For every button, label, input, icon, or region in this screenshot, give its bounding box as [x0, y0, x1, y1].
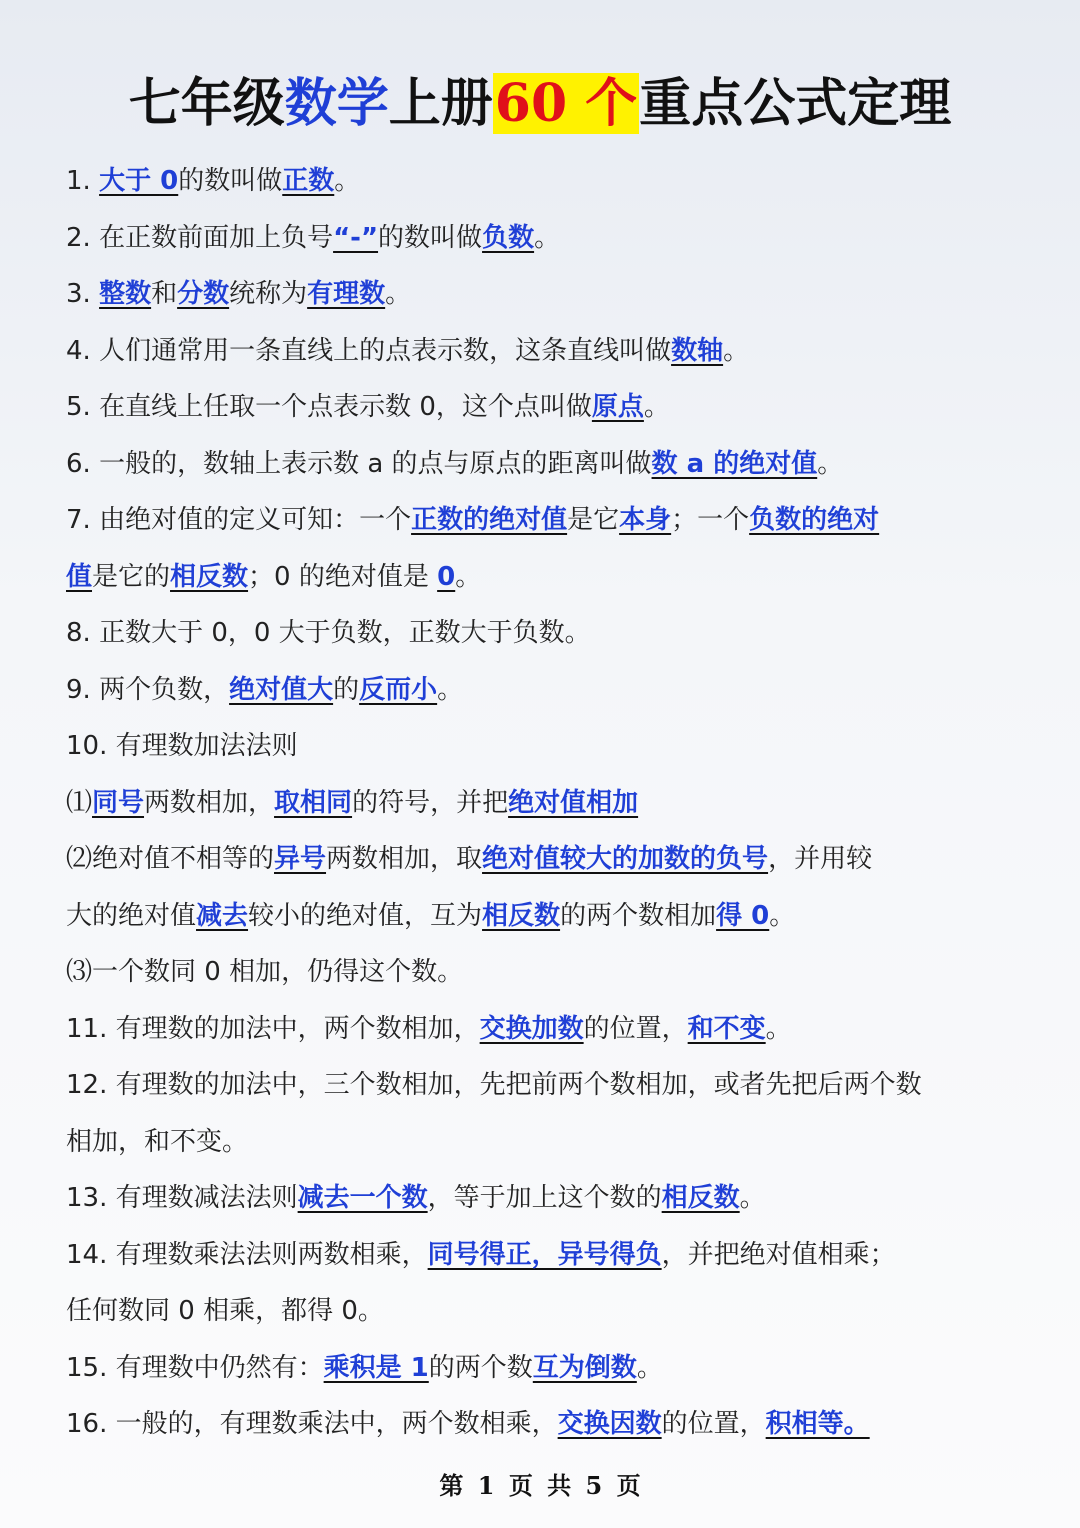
keyword: 数 a 的绝对值: [651, 448, 818, 479]
line-text: 相加，和不变。: [66, 1126, 249, 1157]
formula-line: [66, 775, 1016, 832]
formula-line: [66, 831, 1016, 888]
line-text: ⑵绝对值不相等的: [66, 844, 275, 874]
keyword: 交换加数: [479, 1013, 584, 1044]
keyword: 绝对值大: [229, 674, 334, 705]
line-text: 16. 一般的，有理数乘法中，两个数相乘，: [66, 1409, 558, 1439]
formula-line: [66, 1001, 1016, 1058]
line-text: 的两个数: [428, 1352, 533, 1383]
keyword: 相反数: [170, 561, 249, 592]
keyword: 减去: [196, 900, 249, 931]
keyword: 值: [66, 561, 93, 592]
line-text: 。: [739, 1183, 766, 1213]
line-text: 。: [817, 448, 844, 479]
line-text: 。: [723, 335, 750, 366]
line-text: 14. 有理数乘法法则两数相乘，: [66, 1239, 428, 1270]
title-part-subject: 数学: [284, 73, 389, 134]
formula-line: [66, 1114, 1016, 1171]
line-text: 较小的绝对值，互为: [248, 900, 483, 931]
line-text: 。: [643, 392, 670, 422]
formula-line: [66, 549, 1016, 606]
formula-line: [66, 1340, 1016, 1397]
keyword: 乘积是 1: [323, 1352, 429, 1383]
line-text: ；0 的绝对值是: [248, 561, 438, 592]
line-text: 9. 两个负数，: [66, 674, 230, 705]
title-part-count: 60 个: [494, 73, 638, 134]
formula-line: [66, 662, 1016, 719]
keyword: 同号得正，异号得负: [427, 1239, 662, 1270]
line-text: 。: [334, 166, 361, 196]
keyword: 相反数: [661, 1183, 740, 1213]
page-footer: 第 1 页 共 5 页: [439, 1471, 641, 1500]
line-text: ，等于加上这个数的: [427, 1183, 662, 1213]
formula-line: [66, 1283, 1016, 1340]
keyword: 原点: [591, 392, 644, 422]
line-text: ⑶一个数同 0 相加，仍得这个数。: [66, 957, 464, 987]
keyword: 绝对值相加: [508, 787, 639, 818]
line-text: 是它: [567, 505, 620, 535]
formula-line: [66, 266, 1016, 323]
formula-line: [66, 379, 1016, 436]
line-text: 。: [769, 900, 796, 931]
keyword: 绝对值较大的加数的负号: [482, 844, 769, 874]
keyword: 减去一个数: [297, 1183, 428, 1213]
keyword: 0: [437, 561, 456, 592]
title-part-grade: 七年级: [128, 73, 285, 134]
line-text: 。: [765, 1013, 792, 1044]
formula-line: [66, 718, 1016, 775]
line-text: 12. 有理数的加法中，三个数相加，先把前两个数相加，或者先把后两个数: [66, 1070, 922, 1100]
line-text: 的符号，并把: [352, 787, 509, 818]
line-text: 的两个数相加: [560, 900, 717, 931]
line-text: 13. 有理数减法法则: [66, 1183, 298, 1213]
keyword: 有理数: [307, 279, 386, 309]
line-text: 统称为: [229, 279, 308, 309]
line-text: 10. 有理数加法法则: [66, 731, 298, 761]
keyword: 整数: [99, 279, 152, 309]
formula-line: [66, 888, 1016, 945]
keyword: “-”: [333, 222, 379, 253]
keyword: 互为倒数: [532, 1352, 637, 1383]
line-text: 。: [437, 674, 464, 705]
line-text: 的位置，: [583, 1013, 688, 1044]
keyword: 异号: [274, 844, 327, 874]
keyword: 得 0: [716, 900, 770, 931]
line-text: ；一个: [671, 505, 750, 535]
line-text: 11. 有理数的加法中，两个数相加，: [66, 1013, 480, 1044]
line-text: 15. 有理数中仍然有：: [66, 1352, 324, 1383]
formula-line: [66, 605, 1016, 662]
keyword: 正数: [282, 166, 335, 196]
formula-line: [66, 153, 1016, 210]
line-text: 2. 在正数前面加上负号: [66, 222, 334, 253]
line-text: 的数叫做: [378, 222, 483, 253]
line-text: 。: [455, 561, 482, 592]
line-text: 8. 正数大于 0，0 大于负数，正数大于负数。: [66, 618, 591, 648]
line-text: 1.: [66, 166, 100, 196]
title-part-topic: 重点公式定理: [639, 73, 952, 134]
keyword: 积相等。: [765, 1409, 870, 1439]
keyword: 数轴: [671, 335, 724, 366]
line-text: 大的绝对值: [66, 900, 197, 931]
keyword: 同号: [92, 787, 145, 818]
line-text: 两数相加，: [144, 787, 275, 818]
formula-line: [66, 1057, 1016, 1114]
keyword: 取相同: [274, 787, 353, 818]
keyword: 负数的绝对: [749, 505, 880, 535]
formula-line: [66, 1396, 1016, 1453]
line-text: 是它的: [92, 561, 171, 592]
line-text: 。: [636, 1352, 663, 1383]
keyword: 和不变: [687, 1013, 766, 1044]
line-text: 4. 人们通常用一条直线上的点表示数，这条直线叫做: [66, 335, 672, 366]
line-text: 。: [534, 222, 561, 253]
keyword: 相反数: [482, 900, 561, 931]
line-text: 的位置，: [661, 1409, 766, 1439]
formula-line: [66, 492, 1016, 549]
line-text: 任何数同 0 相乘，都得 0。: [66, 1296, 384, 1326]
formula-list: [66, 153, 1016, 1453]
line-text: 。: [385, 279, 412, 309]
formula-line: [66, 323, 1016, 380]
line-text: 6. 一般的，数轴上表示数 a 的点与原点的距离叫做: [66, 448, 652, 479]
keyword: 本身: [619, 505, 672, 535]
formula-line: [66, 1170, 1016, 1227]
keyword: 反而小: [359, 674, 438, 705]
line-text: ，并用较: [768, 844, 873, 874]
keyword: 分数: [177, 279, 230, 309]
line-text: 7. 由绝对值的定义可知：一个: [66, 505, 412, 535]
line-text: ，并把绝对值相乘；: [661, 1239, 896, 1270]
keyword: 大于 0: [99, 166, 179, 196]
formula-line: [66, 944, 1016, 1001]
formula-line: [66, 1227, 1016, 1284]
keyword: 正数的绝对值: [411, 505, 568, 535]
line-text: 的数叫做: [178, 166, 283, 196]
line-text: 两数相加，取: [326, 844, 483, 874]
formula-line: [66, 210, 1016, 267]
page-title: [0, 62, 1080, 146]
line-text: 的: [333, 674, 360, 705]
line-text: 和: [151, 279, 178, 309]
formula-line: [66, 436, 1016, 493]
title-part-volume: 上册: [388, 73, 493, 134]
line-text: 5. 在直线上任取一个点表示数 0，这个点叫做: [66, 392, 592, 422]
keyword: 交换因数: [557, 1409, 662, 1439]
keyword: 负数: [482, 222, 535, 253]
line-text: ⑴: [66, 787, 93, 818]
line-text: 3.: [66, 279, 100, 309]
